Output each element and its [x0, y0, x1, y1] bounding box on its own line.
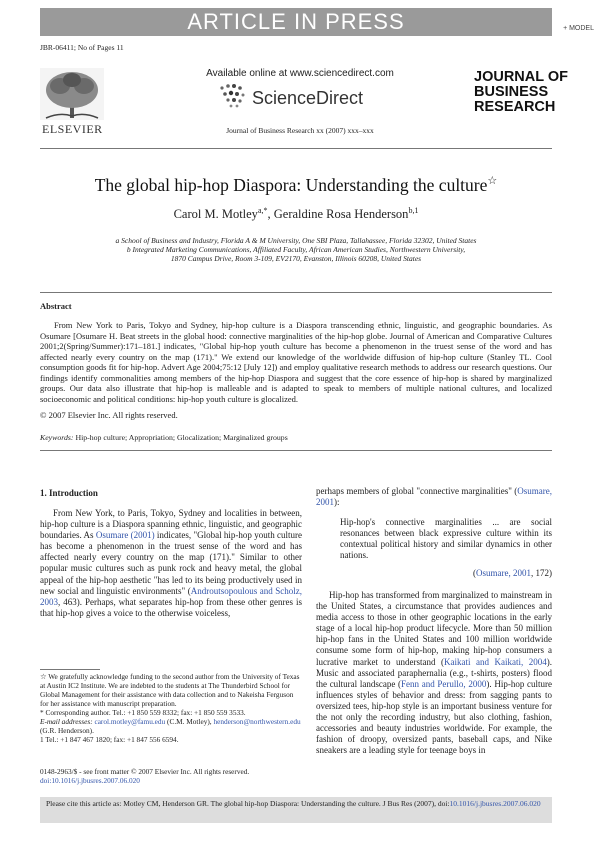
- affiliation-b: b Integrated Marketing Communications, Affiliated Faculty, African American Studies, Northwestern University,: [126, 245, 466, 254]
- keywords: [40, 433, 552, 442]
- text-run: ):: [334, 497, 340, 508]
- abstract-body: [40, 320, 552, 404]
- author-name: Geraldine Rosa Henderson: [273, 207, 409, 222]
- sciencedirect-name: ScienceDirect: [252, 88, 364, 108]
- title-footnote-mark[interactable]: ☆: [487, 175, 498, 187]
- author-affil-mark[interactable]: a,: [257, 206, 264, 215]
- cite-text: Please cite this article as: Motley CM, Henderson GR. The global hip-hop Diaspora: Understanding the culture. J Bus Res (2007), doi:: [46, 799, 450, 808]
- journal-title-line: BUSINESS: [474, 84, 549, 100]
- citation-link[interactable]: Fenn and Perullo, 2000: [401, 678, 487, 689]
- model-tag: + MODEL: [563, 25, 594, 32]
- right-column-top: [316, 486, 552, 508]
- body-paragraph: [316, 590, 552, 756]
- text-run: perhaps members of global "connective marginalities" (: [316, 486, 518, 496]
- abstract-top-rule: [40, 292, 552, 293]
- journal-reference: Journal of Business Research xx (2007) xxx–xxx: [226, 126, 374, 135]
- author-affil-mark[interactable]: b,1: [408, 206, 419, 215]
- text-run: Hip-hop has transformed from marginalized to mainstream in the United States, a circumstance that provides audiences and media access to those in other geographic locations in the early stage of a local hip-hop product lifecycle. More than 50 million hip-hop fans in the United States and 100 million worldwide consume some form of hip-hop, making hip-hop consumers a lucrative market to understand (: [316, 590, 552, 667]
- affiliation-a: a School of Business and Industry, Florida A & M University, One SBI Plaza, Tallahassee, Florida 32302, United States: [115, 236, 477, 245]
- footnotes: [40, 672, 302, 744]
- journal-title-line: JOURNAL OF: [474, 69, 568, 85]
- intro-paragraph: [40, 508, 302, 619]
- section-heading: 1. Introduction: [40, 488, 98, 498]
- email-label: E-mail addresses:: [40, 717, 95, 726]
- footnote-emails: [40, 717, 302, 735]
- citation-link[interactable]: Osumare, 2001: [476, 568, 531, 578]
- jbr-id: JBR-06411; No of Pages 11: [40, 43, 124, 52]
- keywords-label: Keywords:: [40, 433, 74, 442]
- citation-link[interactable]: Osumare, 2001: [316, 486, 552, 508]
- issn-block: [40, 767, 302, 785]
- header-rule: [40, 148, 552, 149]
- availability-line: Available online at www.sciencedirect.com: [206, 68, 394, 79]
- text-run: From New York, to Paris, Tokyo, Sydney and localities in between, hip-hop culture is a Diaspora spanning ethnic, linguistic, and geographic boundaries. As: [40, 508, 302, 541]
- citation-link[interactable]: Kaikati and Kaikati, 2004: [443, 656, 547, 667]
- text-run: (C.M. Motley),: [165, 717, 212, 726]
- title-text: The global hip-hop Diaspora: Understanding the culture: [94, 174, 488, 195]
- text-run: , 172): [531, 568, 552, 578]
- cite-this-article-box: [40, 797, 552, 823]
- article-title: [40, 174, 552, 196]
- author-name: Carol M. Motley: [173, 207, 258, 222]
- email-link[interactable]: carol.motley@famu.edu: [94, 717, 166, 726]
- citation-link[interactable]: Androutsopoulous and Scholz, 2003: [40, 585, 302, 607]
- journal-title-logo: [474, 70, 574, 115]
- text-run: (G.R. Henderson).: [40, 726, 94, 735]
- affiliation-b-cont: 1870 Campus Drive, Room 3-109, EV2170, Evanston, Illinois 60208, United States: [170, 254, 422, 263]
- footnote-funding: ☆ We gratefully acknowledge funding to the second author from the University of Texas at Austin IC2 Institute. We are indebted to the students at The Thunderbird School for Global Management for their assistance with data collection and to Nakeisha Ferguson for her assistance with manuscript preparation.: [40, 672, 300, 708]
- article-in-press-banner: ARTICLE IN PRESS: [40, 8, 552, 36]
- keywords-list: Hip-hop culture; Appropriation; Glocalization; Marginalized groups: [75, 433, 288, 442]
- footnote-rule: [40, 669, 100, 670]
- issn-line: 0148-2963/$ - see front matter © 2007 Elsevier Inc. All rights reserved.: [40, 767, 250, 776]
- text-run: (: [473, 568, 476, 578]
- abstract-paragraph: From New York to Paris, Tokyo and Sydney, hip-hop culture is a Diaspora transcending ethnic, linguistic, and geographic boundaries. As Osumare [Osumare H. Beat streets in the global hood: connective marginalities of the hip-hop globe. Journal of American and Comparative Cultures 2001;2(Spring/Summer):171–181.] indicates, "Global hip-hop youth culture has become a phenomenon in the truest sense of the word and has affected nearly every country on the map (171)." We extend our knowledge of the worldwide diffusion of hip-hop culture (Stanley TL. Cool consumption goods fit for hip-hop. Advert Age 2004;75:12 [July 12]) and employ qualitative research methods to address our research questions. Our findings identify commonalities among members of the hip-hop Diaspora and suggest that the core essence of hip-hop is shared by marginalized groups. Our data also illustrate that hip-hop is malleable and is adapted to speak to members of multiple national cultures, and localized socioeconomic and political conditions: hip-hop youth culture is glocalized.: [40, 320, 552, 404]
- quote-citation: [420, 568, 552, 578]
- footnote-corresponding: * Corresponding author. Tel.: +1 850 559 8332; fax: +1 850 559 3533.: [40, 708, 246, 717]
- abstract-bottom-rule: [40, 450, 552, 451]
- text-run: ). Music and associated paraphernalia (e.g., t-shirts, posters) flood the cultural landscape (: [316, 656, 552, 689]
- abstract-copyright: © 2007 Elsevier Inc. All rights reserved.: [40, 410, 178, 420]
- footnote-phone: 1 Tel.: +1 847 467 1820; fax: +1 847 556 6594.: [40, 735, 179, 744]
- left-column-text: [40, 508, 302, 619]
- author-separator: ,: [267, 207, 274, 222]
- abstract-heading: Abstract: [40, 301, 72, 311]
- elsevier-name: ELSEVIER: [42, 122, 103, 136]
- email-link[interactable]: henderson@northwestern.edu: [213, 717, 301, 726]
- text-run: indicates, "Global hip-hop youth culture has become a phenomenon in the truest sense of the word and has affected nearly every country on the map (171)." Similar to other popular music cultures such as punk rock and heavy metal, the global appeal of the hip-hop aesthetic "has led to its being productively used in new social and linguistic environments" (: [40, 530, 302, 596]
- block-quote: Hip-hop's connective marginalities ... are social resonances between black expressive culture within its contextual political history and similar dynamics in other nations.: [340, 517, 552, 561]
- journal-title-line: RESEARCH: [474, 99, 556, 115]
- corresponding-mark[interactable]: *: [263, 206, 268, 215]
- doi-link[interactable]: doi:10.1016/j.jbusres.2007.06.020: [40, 776, 140, 785]
- text-run: ). Hip-hop culture influences styles of behavior and dress: from sagging pants to oversized tees, hip-hop style is an important business venture for the not only the recording industry, but also clothing, fashion, accessories and beauty industries worldwide. For example, the fashion of droopy, oversized pants, baseball caps, and Nike sneakers are a leading style for teenage boys in: [316, 678, 552, 756]
- cite-doi-link[interactable]: 10.1016/j.jbusres.2007.06.020: [449, 799, 541, 808]
- sciencedirect-dots-icon: [218, 82, 248, 110]
- citation-link[interactable]: Osumare (2001): [95, 530, 155, 541]
- right-column-paragraph: [316, 590, 552, 756]
- author-list: [40, 206, 552, 222]
- text-run: , 463). Perhaps, what separates hip-hop from these other genres is that hip-hop gives a voice to the otherwise voiceless,: [40, 596, 302, 618]
